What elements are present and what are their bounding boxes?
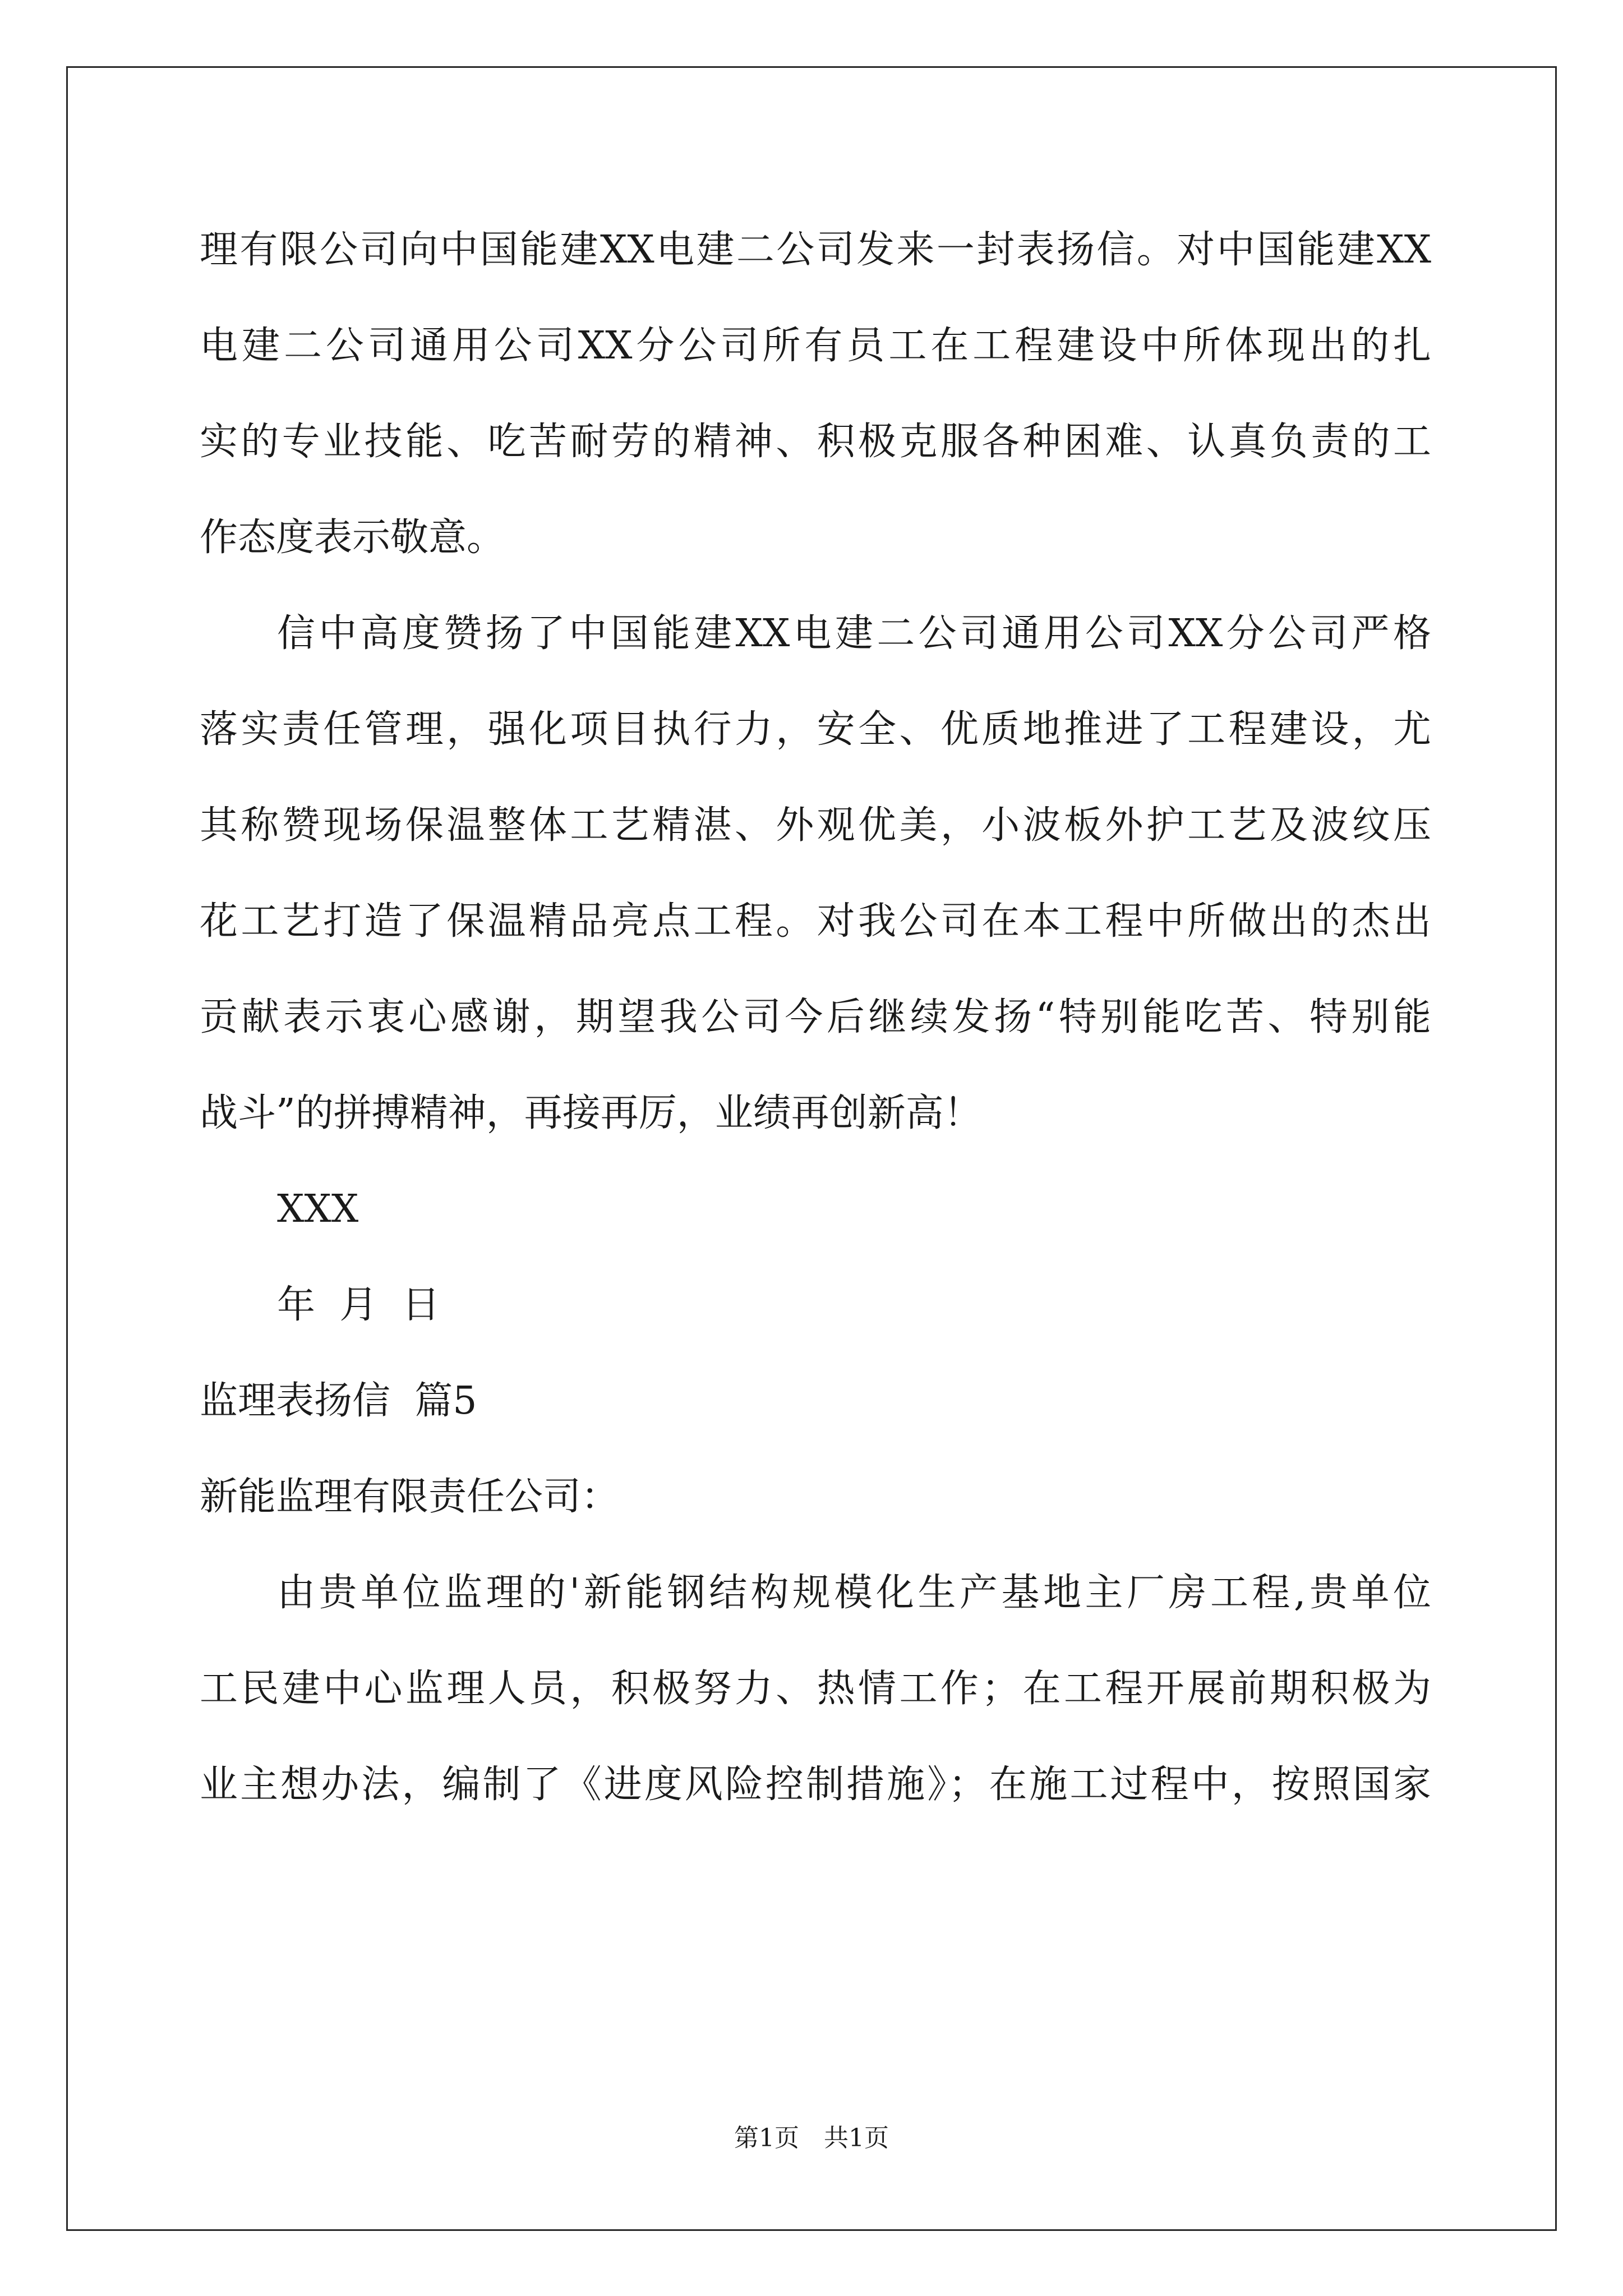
body-text-line: 花工艺打造了保温精品亮点工程。对我公司在本工程中所做出的杰出 (200, 899, 1431, 944)
page-border (66, 66, 1557, 2231)
body-text-line: 战斗”的拼搏精神，再接再厉，业绩再创新高！ (200, 1091, 982, 1135)
page-total: 共1页 (824, 2124, 889, 2152)
body-text-line: 理有限公司向中国能建XX电建二公司发来一封表扬信。对中国能建XX (200, 228, 1431, 272)
body-text-line: 由贵单位监理的'新能钢结构规模化生产基地主厂房工程,贵单位 (277, 1571, 1431, 1615)
body-text-line: 贡献表示衷心感谢，期望我公司今后继续发扬“特别能吃苦、特别能 (200, 995, 1431, 1039)
body-text-line: 作态度表示敬意。 (200, 516, 505, 560)
page-number: 第1页 (734, 2124, 799, 2152)
page-footer (0, 2126, 1623, 2151)
body-text-line: 工民建中心监理人员，积极努力、热情工作；在工程开展前期积极为 (200, 1667, 1431, 1711)
letter-salutation: 新能监理有限责任公司： (200, 1475, 620, 1519)
body-text-line: 实的专业技能、吃苦耐劳的精神、积极克服各种困难、认真负责的工 (200, 420, 1431, 464)
body-text-line: 电建二公司通用公司XX分公司所有员工在工程建设中所体现出的扎 (200, 324, 1431, 368)
signature-date: 年 月 日 (277, 1283, 440, 1327)
body-text-line: 信中高度赞扬了中国能建XX电建二公司通用公司XX分公司严格 (277, 611, 1431, 656)
section-heading: 监理表扬信 篇5 (200, 1379, 477, 1423)
body-text-line: 其称赞现场保温整体工艺精湛、外观优美，小波板外护工艺及波纹压 (200, 803, 1431, 848)
body-text-line: 落实责任管理，强化项目执行力，安全、优质地推进了工程建设，尤 (200, 707, 1431, 752)
signature-name: XXX (277, 1187, 359, 1231)
body-text-line: 业主想办法，编制了《进度风险控制措施》；在施工过程中，按照国家 (200, 1763, 1431, 1807)
